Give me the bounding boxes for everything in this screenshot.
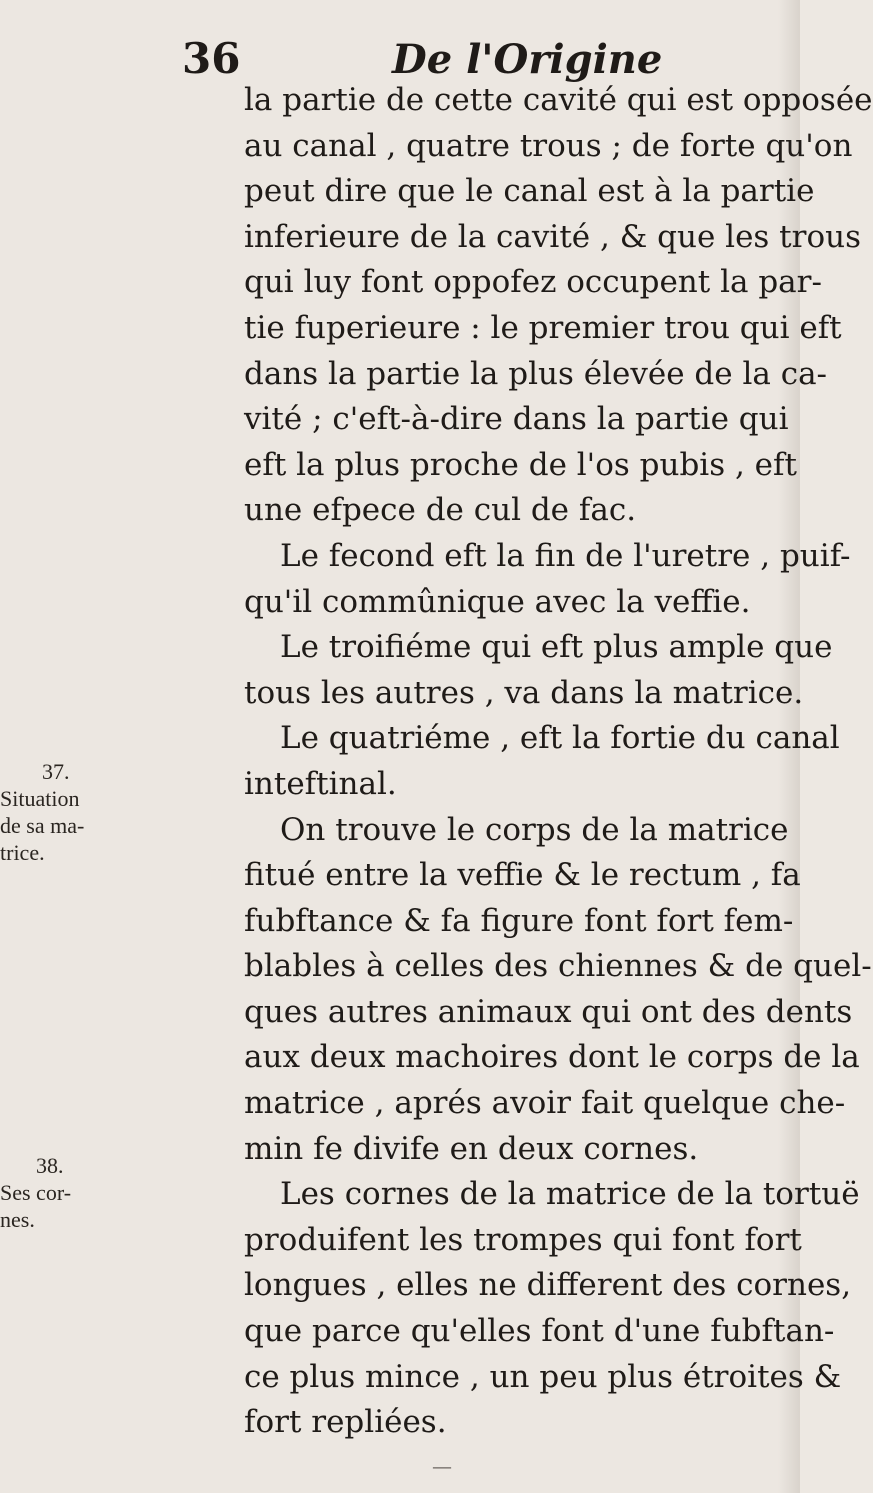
text-line: min fe divife en deux cornes. xyxy=(244,1130,699,1167)
text-line: eft la plus proche de l'os pubis , eft xyxy=(244,446,797,483)
paragraph-start-line: On trouve le corps de la matrice xyxy=(280,811,789,848)
text-line: au canal , quatre trous ; de forte qu'on xyxy=(244,127,853,164)
text-line: fubftance & fa figure font fort fem- xyxy=(244,902,794,939)
margin-note-line: de sa ma- xyxy=(0,813,85,838)
body-text xyxy=(244,78,873,1446)
text-line: aux deux machoires dont le corps de la xyxy=(244,1039,860,1076)
paragraph-start-line: Le troifiéme qui eft plus ample que xyxy=(280,629,833,666)
text-line: une efpece de cul de fac. xyxy=(244,492,637,529)
page-number: 36 xyxy=(182,34,241,83)
margin-note-line: trice. xyxy=(0,840,45,865)
paragraph-start-line: Les cornes de la matrice de la tortuë xyxy=(280,1176,860,1213)
text-line: tous les autres , va dans la matrice. xyxy=(244,674,804,711)
text-line: fort repliées. xyxy=(244,1404,447,1441)
text-line: qu'il commûnique avec la veffie. xyxy=(244,583,751,620)
margin-note-number: 37. xyxy=(42,759,70,784)
text-line: que parce qu'elles font d'une fubftan- xyxy=(244,1313,835,1350)
text-line: inteftinal. xyxy=(244,765,397,802)
text-line: inferieure de la cavité , & que les trous xyxy=(244,218,861,255)
text-line: peut dire que le canal est à la partie xyxy=(244,173,815,210)
paragraph-start-line: Le fecond eft la fin de l'uretre , puif- xyxy=(280,537,851,574)
margin-note-number: 38. xyxy=(36,1153,64,1178)
text-line: ques autres animaux qui ont des dents xyxy=(244,993,853,1030)
text-line: longues , elles ne different des cornes, xyxy=(244,1267,852,1304)
text-line: produifent les trompes qui font fort xyxy=(244,1221,802,1258)
text-line: qui luy font oppofez occupent la par- xyxy=(244,264,822,301)
text-line: ce plus mince , un peu plus étroites & xyxy=(244,1358,842,1395)
text-line: fitué entre la veffie & le rectum , fa xyxy=(244,857,801,894)
text-line: la partie de cette cavité qui est opposée xyxy=(244,82,873,118)
margin-note-line: nes. xyxy=(0,1207,35,1232)
footer-mark: — xyxy=(432,1454,452,1478)
margin-note-line: Situation xyxy=(0,786,80,811)
text-line: matrice , aprés avoir fait quelque che- xyxy=(244,1085,846,1122)
margin-note-38 xyxy=(0,1152,90,1233)
paragraph-start-line: Le quatriéme , eft la fortie du canal xyxy=(280,720,840,757)
page-header xyxy=(0,20,800,83)
text-line: dans la partie la plus élevée de la ca- xyxy=(244,355,828,392)
text-line: tie fuperieure : le premier trou qui eft xyxy=(244,309,842,346)
text-line: blables à celles des chiennes & de quel- xyxy=(244,948,872,985)
running-head: De l'Origine xyxy=(392,36,663,83)
margin-note-37 xyxy=(0,758,90,866)
margin-note-line: Ses cor- xyxy=(0,1180,72,1205)
text-line: vité ; c'eft-à-dire dans la partie qui xyxy=(244,401,789,438)
